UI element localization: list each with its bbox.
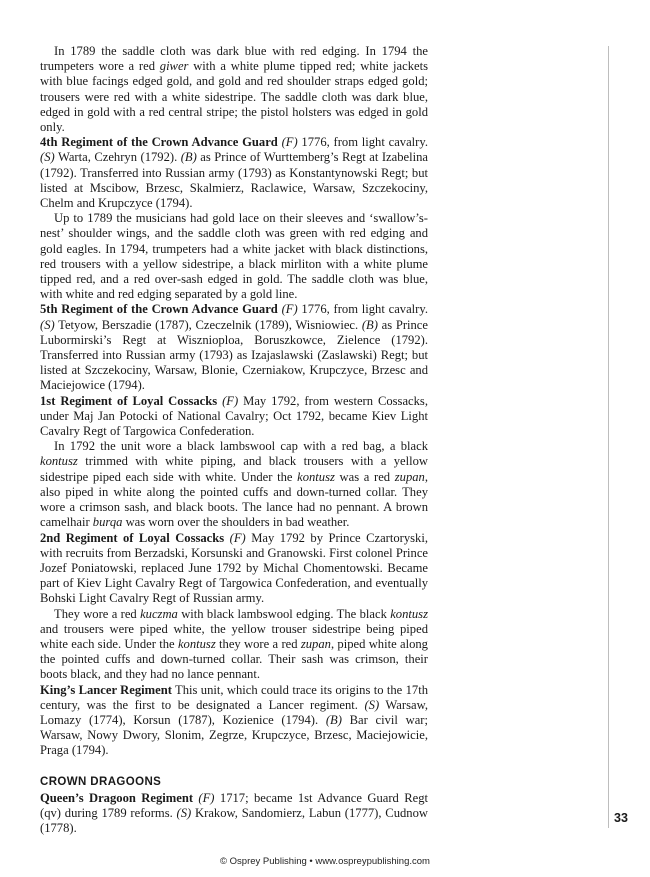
- italic-term: (F): [198, 790, 215, 805]
- italic-term: (F): [281, 135, 298, 150]
- text-column: [40, 44, 428, 836]
- text-run: CROWN DRAGOONS: [40, 775, 162, 788]
- italic-term: (S): [364, 697, 380, 712]
- text-run: Warsaw, Lomazy (1774), Korsun (1787), Kozienice (1794).: [40, 697, 429, 727]
- text-run: was worn over the shoulders in bad weather.: [122, 515, 350, 530]
- unit-name: 2nd Regiment of Loyal Cossacks: [40, 530, 225, 545]
- text-run: with a white plume tipped red; white jackets with blue facings edged gold, and gold and red shoulder straps edged gold; trousers were red with a white sidestripe. The saddle cloth was dark blue, edged in gold with a red central stripe; the pistol holsters was edged in gold only.: [40, 59, 428, 135]
- italic-term: (S): [176, 805, 192, 820]
- text-run: Bar civil war; Warsaw, Nowy Dwory, Slonim, Zegrze, Krupczyce, Brzesc, Maciejowicie, Praga (1794).: [40, 712, 428, 758]
- italic-term: (B): [325, 712, 342, 727]
- body-paragraph: [40, 439, 428, 530]
- italic-term: (B): [361, 317, 378, 332]
- italic-term: zupan: [394, 469, 425, 484]
- unit-name: King’s Lancer Regiment: [40, 682, 172, 697]
- text-run: , also piped in white along the pointed cuffs and down-turned collar. They wore a crimson sash, and black boots. The lance had no pennant. A brown camelhair: [40, 469, 428, 530]
- text-run: They wore a red: [54, 606, 141, 621]
- text-run: and trousers were piped white, the yellow trouser sidestripe being piped white each side. Under the: [40, 621, 428, 651]
- section-heading: [40, 775, 428, 790]
- italic-term: kontusz: [40, 454, 78, 469]
- text-run: May 1792, from western Cossacks, under Maj Jan Potocki of National Cavalry; Oct 1792, became Kiev Light Cavalry Regt of Targowica Confederation.: [40, 393, 428, 439]
- body-paragraph: [40, 791, 428, 837]
- text-run: they wore a red: [215, 636, 301, 651]
- italic-term: (S): [40, 150, 55, 165]
- body-paragraph: [40, 211, 428, 302]
- footer-credit: © Osprey Publishing • www.ospreypublishing.com: [220, 856, 430, 867]
- text-run: In 1792 the unit wore a black lambswool cap with a red bag, a black: [54, 439, 428, 454]
- margin-rule: [608, 46, 609, 828]
- text-run: with black lambswool edging. The black: [177, 606, 391, 621]
- italic-term: burqa: [92, 515, 123, 530]
- text-run: Tetyow, Berszadie (1787), Czeczelnik (1789), Wisniowiec.: [54, 317, 362, 332]
- body-paragraph: [40, 44, 428, 135]
- text-run: 1776, from light cavalry.: [297, 135, 428, 150]
- italic-term: (B): [180, 150, 197, 165]
- text-run: Krakow, Sandomierz, Labun (1777), Cudnow (1778).: [40, 805, 428, 836]
- unit-name: 1st Regiment of Loyal Cossacks: [40, 393, 218, 408]
- body-paragraph: [40, 531, 428, 607]
- text-run: was a red: [334, 469, 395, 484]
- unit-name: Queen’s Dragoon Regiment: [40, 790, 194, 805]
- italic-term: kontusz: [177, 636, 216, 651]
- text-run: Warta, Czehryn (1792).: [54, 150, 181, 165]
- text-run: This unit, which could trace its origins to the 17th century, was the first to be designated a Lancer regiment.: [40, 682, 428, 712]
- italic-term: (F): [229, 530, 246, 545]
- text-run: May 1792 by Prince Czartoryski, with recruits from Berzadski, Korsunski and Granowski. First colonel Prince Jozef Poniatowski, replaced June 1792 by Michal Chomentowski. Became part of Kiev Light Cavalry Regt of Targowica Confederation, and eventually Bohski Light Cavalry Regt of Russian army.: [40, 530, 428, 606]
- text-run: 1717; became 1st Advance Guard Regt (qv) during 1789 reforms.: [40, 790, 428, 820]
- italic-term: zupan: [300, 636, 331, 651]
- text-run: In 1789 the saddle cloth was dark blue with red edging. In 1794 the trumpeters wore a red: [40, 44, 428, 74]
- italic-term: kontusz: [297, 469, 335, 484]
- text-run: , piped white along the pointed cuffs and down-turned collar. Their sash was crimson, their boots black, and they had no lance pennant.: [40, 636, 428, 682]
- unit-name: 4th Regiment of the Crown Advance Guard: [40, 135, 278, 150]
- italic-term: kuczma: [140, 606, 178, 621]
- italic-term: giwer: [159, 59, 189, 74]
- italic-term: (S): [40, 317, 55, 332]
- text-run: Up to 1789 the musicians had gold lace on their sleeves and ‘swallow’s-nest’ shoulder wings, and the saddle cloth was green with red edging and gold eagles. In 1794, trumpeters had a white jacket with black distinctions, red trousers with a yellow sidestripe, a black mirliton with a white plume tipped red, and a red over-sash edged in gold. The saddle cloth was blue, with white and red edging separated by a gold line.: [40, 211, 428, 302]
- text-run: trimmed with white piping, and black trousers with a yellow sidestripe piped each side with white. Under the: [40, 454, 428, 484]
- italic-term: kontusz: [390, 606, 428, 621]
- text-run: 1776, from light cavalry.: [297, 302, 428, 317]
- unit-name: 5th Regiment of the Crown Advance Guard: [40, 302, 278, 317]
- text-run: as Prince of Wurttemberg’s Regt at Izabelina (1792). Transferred into Russian army (1793) as Konstantynowski Regt; but listed at Mscibow, Brzesc, Skalmierz, Raclawice, Warsaw, Szczekociny, Chelm and Krupczyce (1794).: [40, 150, 428, 211]
- italic-term: (F): [222, 393, 239, 408]
- body-paragraph: [40, 683, 428, 759]
- italic-term: (F): [281, 302, 298, 317]
- text-run: as Prince Lubormirski’s Regt at Wisznioploa, Boruszkowce, Zielence (1792). Transferred into Russian army (1793) as Izajaslawski (Zaslawski) Regt; but listed at Szczekociny, Warsaw, Blonie, Czerniakow, Krupczyce, Brzesc and Maciejowice (1794).: [40, 317, 428, 393]
- body-paragraph: [40, 607, 428, 683]
- body-paragraph: [40, 302, 428, 393]
- body-paragraph: [40, 394, 428, 440]
- body-paragraph: [40, 135, 428, 211]
- page-number: 33: [614, 811, 628, 825]
